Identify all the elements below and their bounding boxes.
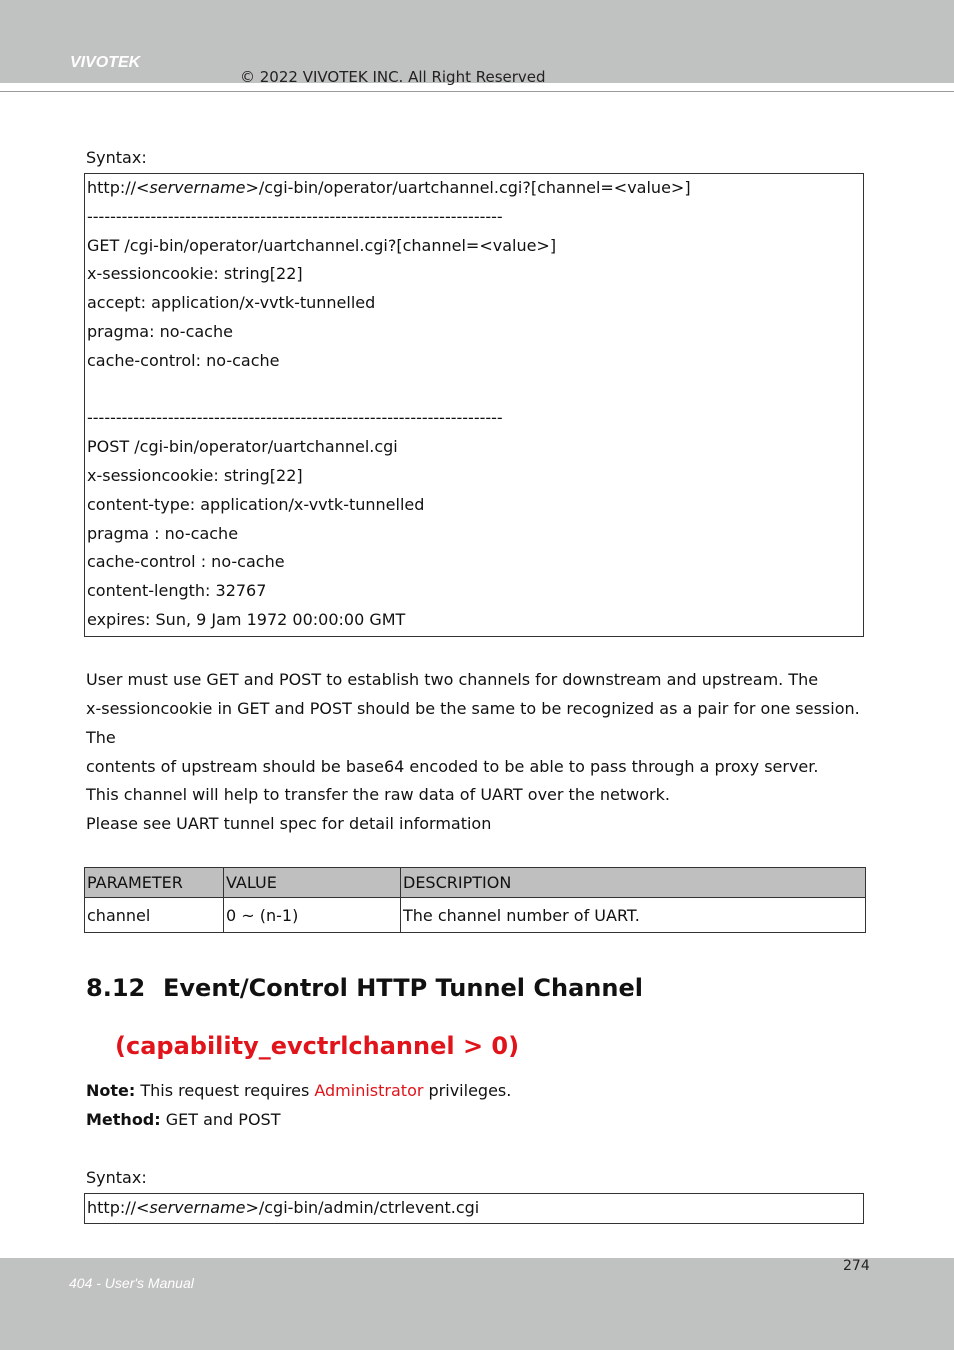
header-parameter: PARAMETER <box>85 868 224 898</box>
page-footer <box>0 1258 954 1350</box>
note-label: Note: <box>86 1081 136 1100</box>
paragraph-uart <box>86 780 876 838</box>
syntax-line: accept: application/x-vvtk-tunnelled <box>87 293 376 313</box>
url-prefix: http://< <box>87 1198 150 1217</box>
syntax-label: Syntax: <box>86 1168 147 1187</box>
paragraph-line: x-sessioncookie in GET and POST should be the same to be recognized as a pair for one session. The <box>86 699 860 747</box>
syntax-line-blank <box>85 376 863 405</box>
parameter-table <box>84 867 866 933</box>
paragraph-line: This channel will help to transfer the raw data of UART over the network. <box>86 785 670 804</box>
manual-label: 404 - User's Manual <box>69 1275 194 1291</box>
syntax-line: cache-control: no-cache <box>87 350 280 370</box>
cell-description: The channel number of UART. <box>401 898 866 933</box>
syntax-line: content-length: 32767 <box>87 581 267 601</box>
syntax-line: expires: Sun, 9 Jam 1972 00:00:00 GMT <box>87 609 406 629</box>
table-row <box>85 898 866 933</box>
section-number: 8.12 <box>86 974 146 1002</box>
section-title: Event/Control HTTP Tunnel Channel <box>163 974 643 1002</box>
url-servername: servername <box>149 1198 246 1217</box>
paragraph-line: User must use GET and POST to establish two channels for downstream and upstream. The <box>86 670 819 689</box>
copyright-text: © 2022 VIVOTEK INC. All Right Reserved <box>240 68 546 86</box>
url-suffix: >/cgi-bin/admin/ctrlevent.cgi <box>245 1198 480 1217</box>
note-line <box>86 1081 511 1100</box>
header-description: DESCRIPTION <box>401 868 866 898</box>
syntax-line: ------------------------------------------------------------------------ <box>87 206 503 226</box>
capability-condition: (capability_evctrlchannel > 0) <box>115 1032 520 1060</box>
syntax-line: x-sessioncookie: string[22] <box>87 465 303 485</box>
syntax-box-uartchannel <box>84 173 864 637</box>
syntax-box-ctrlevent <box>84 1193 864 1224</box>
paragraph-line: Please see UART tunnel spec for detail information <box>86 814 492 833</box>
syntax-label: Syntax: <box>86 148 147 167</box>
note-text-post: privileges. <box>423 1081 512 1100</box>
brand-logo: VIVOTEK <box>70 54 141 71</box>
method-label: Method: <box>86 1110 161 1129</box>
paragraph-line: contents of upstream should be base64 encoded to be able to pass through a proxy server. <box>86 757 819 776</box>
paragraph-channels <box>86 665 876 781</box>
syntax-line: GET /cgi-bin/operator/uartchannel.cgi?[channel=<value>] <box>87 235 557 255</box>
note-text-pre: This request requires <box>135 1081 315 1100</box>
syntax-line: content-type: application/x-vvtk-tunnelled <box>87 494 425 514</box>
syntax-line: pragma: no-cache <box>87 321 233 341</box>
url-servername: servername <box>149 178 246 197</box>
syntax-line: pragma : no-cache <box>87 523 239 543</box>
syntax-line: cache-control : no-cache <box>87 552 285 572</box>
header-divider <box>0 91 954 92</box>
syntax-url-line <box>85 1194 863 1223</box>
method-value: GET and POST <box>160 1110 281 1129</box>
cell-parameter: channel <box>85 898 224 933</box>
url-suffix: >/cgi-bin/operator/uartchannel.cgi?[channel=<value>] <box>245 178 691 197</box>
syntax-line: POST /cgi-bin/operator/uartchannel.cgi <box>87 437 398 457</box>
syntax-line: ------------------------------------------------------------------------ <box>87 408 503 428</box>
note-role: Administrator <box>314 1081 424 1100</box>
syntax-line: x-sessioncookie: string[22] <box>87 264 303 284</box>
header-value: VALUE <box>224 868 401 898</box>
syntax-url-line <box>85 174 863 203</box>
table-header-row <box>85 868 866 898</box>
cell-value: 0 ~ (n-1) <box>224 898 401 933</box>
url-prefix: http://< <box>87 178 150 197</box>
method-line <box>86 1110 280 1129</box>
section-heading <box>86 974 643 1002</box>
page-number: 274 <box>843 1258 870 1274</box>
